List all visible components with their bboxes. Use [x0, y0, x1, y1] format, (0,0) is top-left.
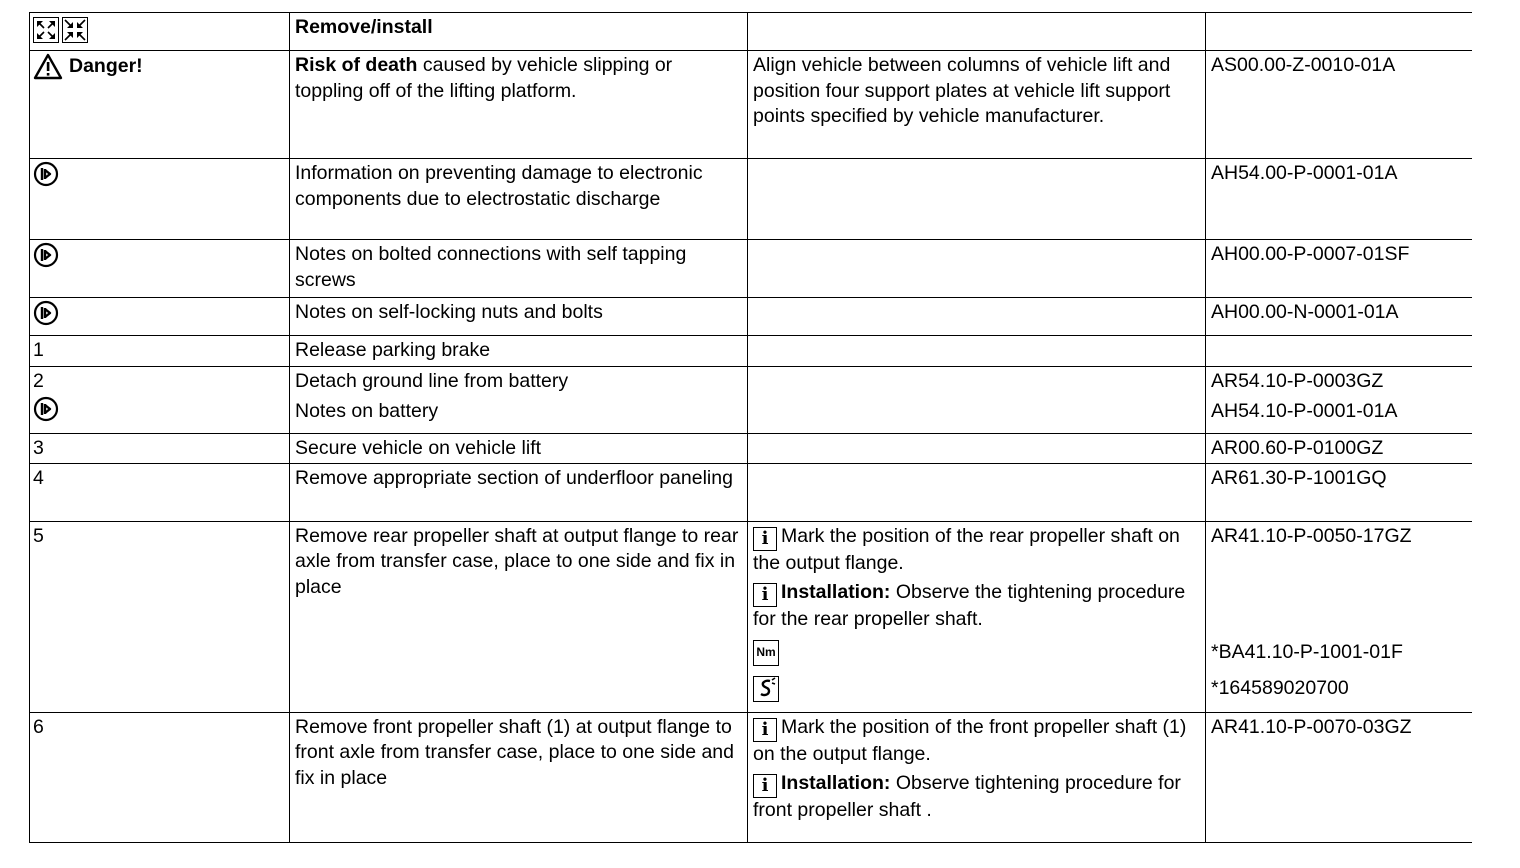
danger-doc-cell — [1206, 51, 1473, 159]
step-number: 6 — [33, 715, 44, 738]
step-row — [30, 712, 1473, 842]
note-text: Notes on battery — [295, 400, 439, 422]
header-empty-cell — [1206, 13, 1473, 51]
page-title: Remove/install — [295, 16, 433, 38]
danger-label-cell — [30, 51, 290, 159]
note-text: Information on preventing damage to electronic components due to electrostatic discharge — [295, 162, 703, 210]
note-hand-icon — [33, 242, 59, 268]
doc-reference-link[interactable]: AR41.10-P-0070-03GZ — [1211, 715, 1412, 738]
step-number: 4 — [33, 466, 44, 489]
header-icons-cell — [30, 13, 290, 51]
installation-label: Installation: — [781, 772, 891, 794]
step-row — [30, 433, 1473, 463]
info-icon: i — [753, 583, 777, 607]
note-text: Notes on self-locking nuts and bolts — [295, 301, 603, 323]
doc-reference-link[interactable]: AR41.10-P-0050-17GZ — [1211, 524, 1412, 547]
info-icon: i — [753, 527, 777, 551]
note-row — [30, 298, 1473, 336]
procedure-table — [29, 12, 1472, 843]
step-text: Remove rear propeller shaft at output flange to rear axle from transfer case, place to one side and fix in place — [295, 524, 739, 598]
note-text: Notes on bolted connections with self tapping screws — [295, 243, 687, 291]
step-text: Remove front propeller shaft (1) at output flange to front axle from transfer case, place to one side and fix in place — [295, 715, 734, 789]
collapse-icon[interactable] — [62, 17, 88, 43]
info-text: Mark the position of the rear propeller shaft on the output flange. — [753, 524, 1180, 574]
doc-reference-link[interactable]: AH54.00-P-0001-01A — [1211, 162, 1398, 184]
step-number: 5 — [33, 524, 44, 547]
doc-reference-link[interactable]: AH54.10-P-0001-01A — [1211, 400, 1398, 422]
doc-reference-link[interactable]: AR61.30-P-1001GQ — [1211, 466, 1387, 489]
danger-instruction: Align vehicle between columns of vehicle lift and position four support plates at vehicle lift support points specified by vehicle manufacturer. — [753, 54, 1171, 127]
note-hand-icon — [33, 161, 59, 187]
step-row — [30, 366, 1473, 433]
header-row — [30, 13, 1473, 51]
doc-reference-link[interactable]: AH00.00-P-0007-01SF — [1211, 243, 1410, 265]
procedure-document — [29, 12, 1472, 868]
danger-label: Danger! — [69, 54, 143, 77]
info-icon: i — [753, 774, 777, 798]
note-hand-icon — [33, 396, 59, 422]
risk-description: caused by vehicle slipping or toppling off of the lifting platform. — [295, 54, 673, 102]
step-text: Release parking brake — [295, 338, 491, 361]
danger-description-cell — [290, 51, 748, 159]
doc-reference-link[interactable]: AR54.10-P-0003GZ — [1211, 369, 1384, 392]
step-text: Remove appropriate section of underfloor paneling — [295, 466, 733, 489]
step-number: 2 — [33, 369, 44, 392]
note-hand-icon — [33, 300, 59, 326]
step-row — [30, 463, 1473, 521]
note-row — [30, 240, 1473, 298]
step-number: 3 — [33, 436, 44, 459]
doc-reference-link[interactable]: AS00.00-Z-0010-01A — [1211, 54, 1396, 76]
step-row — [30, 521, 1473, 712]
note-row — [30, 159, 1473, 240]
doc-reference-link[interactable]: AH00.00-N-0001-01A — [1211, 301, 1399, 323]
info-icon: i — [753, 718, 777, 742]
torque-doc-link[interactable]: *BA41.10-P-1001-01F — [1211, 641, 1403, 663]
special-tool-icon[interactable] — [753, 676, 779, 702]
info-text: Observe the tightening procedure for the rear propeller shaft. — [753, 581, 1186, 630]
risk-heading: Risk of death — [295, 54, 418, 76]
info-text: Observe tightening procedure for front propeller shaft . — [753, 772, 1181, 821]
step-text: Secure vehicle on vehicle lift — [295, 436, 542, 459]
header-empty-cell — [748, 13, 1206, 51]
torque-nm-icon[interactable]: Nm — [753, 640, 779, 666]
step-row — [30, 335, 1473, 366]
doc-reference-link[interactable]: AR00.60-P-0100GZ — [1211, 436, 1384, 459]
danger-instruction-cell — [748, 51, 1206, 159]
tool-number-link[interactable]: *164589020700 — [1211, 676, 1349, 699]
warning-triangle-icon — [33, 53, 63, 80]
expand-icon[interactable] — [33, 17, 59, 43]
installation-label: Installation: — [781, 581, 891, 603]
header-title-cell — [290, 13, 748, 51]
step-number: 1 — [33, 338, 44, 361]
danger-row — [30, 51, 1473, 159]
step-text: Detach ground line from battery — [295, 369, 569, 392]
info-text: Mark the position of the front propeller shaft (1) on the output flange. — [753, 715, 1187, 765]
